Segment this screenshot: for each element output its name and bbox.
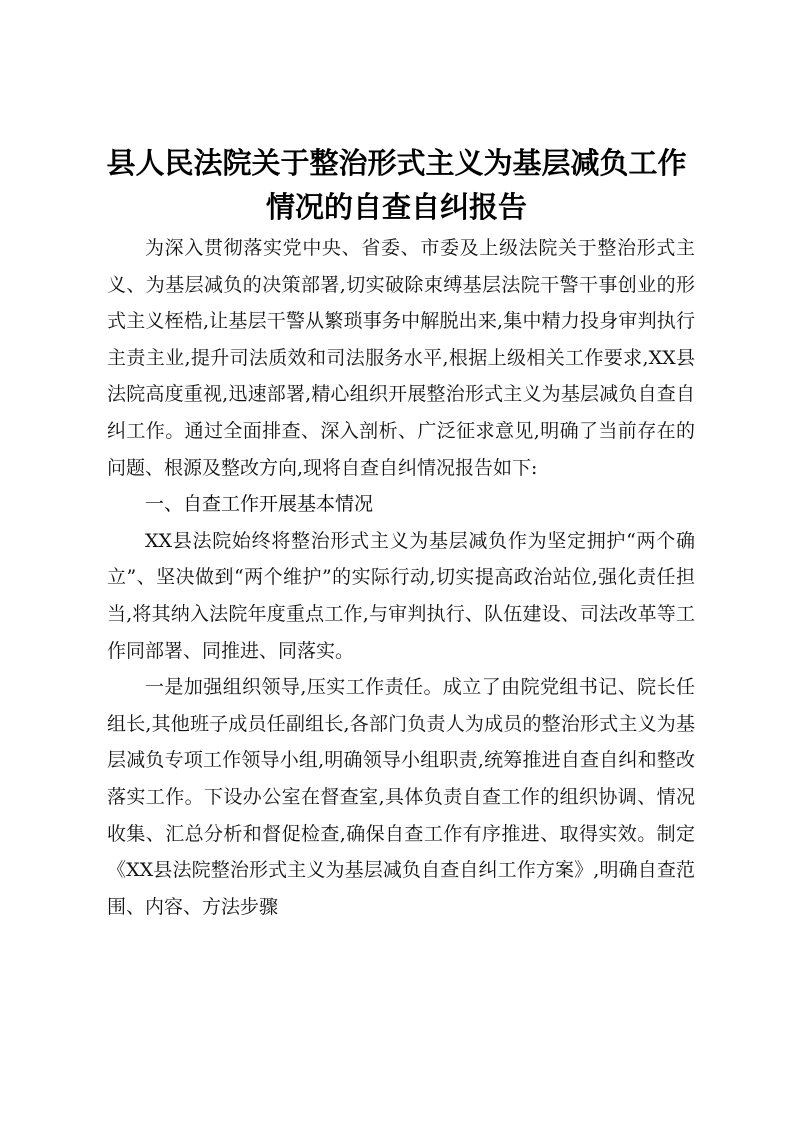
- section-1-paragraph-2: 一是加强组织领导,压实工作责任。成立了由院党组书记、院长任组长,其他班子成员任副组长,各部门负责人为成员的整治形式主义为基层减负专项工作领导小组,明确领导小组职责,统筹推进自查自纠和整改落实工作。下设办公室在督查室,具体负责自查工作的组织协调、情况收集、汇总分析和督促检查,确保自查工作有序推进、取得实效。制定《XX县法院整治形式主义为基层减负自查自纠工作方案》,明确自查范围、内容、方法步骤: [107, 676, 695, 918]
- section-heading-1: 一、自查工作开展基本情况: [145, 493, 374, 516]
- document-title: [90, 141, 703, 229]
- title-line-1: 县人民法院关于整治形式主义为基层减负工作: [106, 146, 687, 180]
- intro-paragraph: 为深入贯彻落实党中央、省委、市委及上级法院关于整治形式主义、为基层减负的决策部署,切实破除束缚基层法院干警干事创业的形式主义桎梏,让基层干警从繁琐事务中解脱出来,集中精力投身审判执行主责主业,提升司法质效和司法服务水平,根据上级相关工作要求,XX县法院高度重视,迅速部署,精心组织开展整治形式主义为基层减负自查自纠工作。通过全面排查、深入剖析、广泛征求意见,明确了当前存在的问题、根源及整改方向,现将自查自纠情况报告如下:: [107, 237, 695, 479]
- document-body: [107, 230, 695, 925]
- section-1-paragraph-1: XX县法院始终将整治形式主义为基层减负作为坚定拥护“两个确立”、坚决做到“两个维护”的实际行动,切实提高政治站位,强化责任担当,将其纳入法院年度重点工作,与审判执行、队伍建设、司法改革等工作同部署、同推进、同落实。: [107, 529, 695, 662]
- title-line-2: 情况的自查自纠报告: [265, 190, 527, 224]
